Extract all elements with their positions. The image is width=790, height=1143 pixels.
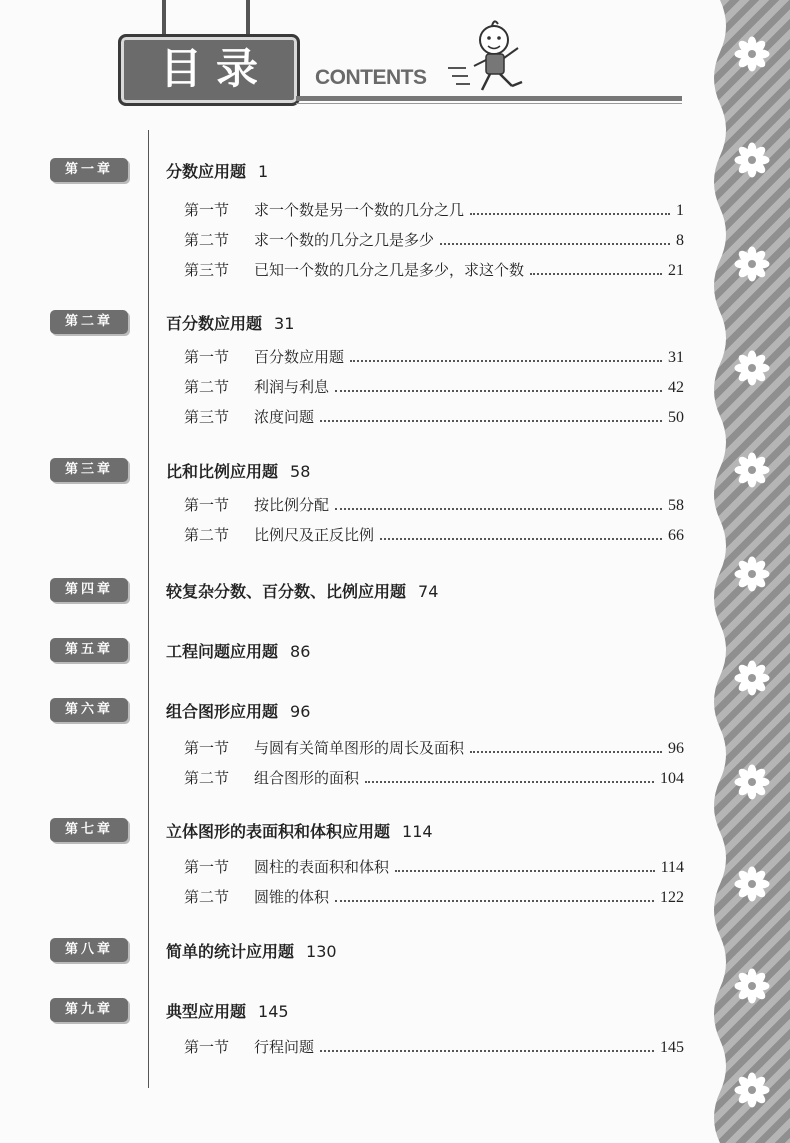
dot-leader [335,508,662,510]
chapter-page-number: 145 [258,1002,289,1021]
flower-icon [734,142,770,178]
dot-leader [470,751,662,753]
section-number: 第三节 [184,261,230,279]
flower-icon [734,866,770,902]
section-entry[interactable] [184,853,684,877]
flower-icon [734,556,770,592]
section-entry[interactable] [184,403,684,427]
chapter-title: 比和比例应用题 [166,462,279,481]
chapter-title: 工程问题应用题 [166,642,279,661]
dot-leader [320,420,662,422]
chapter-entry[interactable] [166,939,337,962]
chapter-entry[interactable] [166,159,268,182]
flower-icon [734,36,770,72]
chapter-badge: 第三章 [50,458,128,482]
section-title: 圆柱的表面积和体积 [254,858,390,876]
section-title: 百分数应用题 [254,348,345,366]
section-entry[interactable] [184,226,684,250]
dot-leader [470,213,670,215]
chapter-page-number: 1 [258,162,269,181]
section-page-number: 96 [668,740,684,757]
chapter-entry[interactable] [166,579,438,602]
section-title: 按比例分配 [254,496,330,514]
toc-divider-line [148,130,149,1088]
chapter-title: 立体图形的表面积和体积应用题 [166,822,391,841]
section-number: 第二节 [184,231,230,249]
section-entry[interactable] [184,1033,684,1057]
section-entry[interactable] [184,764,684,788]
section-page-number: 145 [660,1039,684,1056]
dot-leader [395,870,655,872]
flower-icon [734,452,770,488]
dot-leader [380,538,662,540]
flower-icon [734,968,770,1004]
section-number: 第二节 [184,526,230,544]
section-entry[interactable] [184,734,684,758]
section-title: 已知一个数的几分之几是多少，求这个数 [254,261,525,279]
chapter-title: 百分数应用题 [166,314,263,333]
section-entry[interactable] [184,491,684,515]
flower-icon [734,1072,770,1108]
contents-label: CONTENTS [315,66,427,89]
section-title: 与圆有关简单图形的周长及面积 [254,739,465,757]
section-title: 求一个数的几分之几是多少 [254,231,435,249]
chapter-badge: 第四章 [50,578,128,602]
section-page-number: 21 [668,262,684,279]
dot-leader [530,273,662,275]
chapter-badge: 第六章 [50,698,128,722]
chapter-page-number: 74 [418,582,439,601]
chapter-badge: 第八章 [50,938,128,962]
dot-leader [335,900,654,902]
chapter-entry[interactable] [166,311,294,334]
chapter-title: 简单的统计应用题 [166,942,295,961]
dot-leader [335,390,662,392]
section-number: 第一节 [184,348,230,366]
chapter-page-number: 96 [290,702,311,721]
section-page-number: 42 [668,379,684,396]
chapter-entry[interactable] [166,999,289,1022]
section-page-number: 31 [668,349,684,366]
chapter-page-number: 86 [290,642,311,661]
section-number: 第一节 [184,496,230,514]
flower-icon [734,350,770,386]
section-number: 第一节 [184,858,230,876]
section-entry[interactable] [184,521,684,545]
section-number: 第二节 [184,378,230,396]
section-number: 第一节 [184,201,230,219]
section-number: 第一节 [184,739,230,757]
section-page-number: 122 [660,889,684,906]
section-entry[interactable] [184,196,684,220]
section-title: 圆锥的体积 [254,888,330,906]
section-page-number: 104 [660,770,684,787]
header-rule-thin [296,103,682,104]
dot-leader [320,1050,654,1052]
chapter-badge: 第七章 [50,818,128,842]
section-title: 比例尺及正反比例 [254,526,375,544]
wavy-border-edge [698,0,738,1143]
chapter-entry[interactable] [166,639,310,662]
section-title: 浓度问题 [254,408,315,426]
chapter-entry[interactable] [166,459,310,482]
section-number: 第一节 [184,1038,230,1056]
chapter-title: 典型应用题 [166,1002,247,1021]
dot-leader [365,781,654,783]
section-page-number: 8 [676,232,684,249]
section-entry[interactable] [184,343,684,367]
flower-icon [734,246,770,282]
section-entry[interactable] [184,256,684,280]
flower-icon [734,660,770,696]
chapter-page-number: 130 [306,942,337,961]
page-title: 目录 [159,44,272,93]
section-page-number: 58 [668,497,684,514]
chapter-page-number: 58 [290,462,311,481]
flower-icon [734,764,770,800]
chapter-page-number: 31 [274,314,295,333]
dot-leader [350,360,662,362]
section-number: 第三节 [184,408,230,426]
dot-leader [440,243,670,245]
chapter-badge: 第二章 [50,310,128,334]
chapter-badge: 第九章 [50,998,128,1022]
running-kid-illustration [448,16,538,100]
chapter-badge: 第一章 [50,158,128,182]
section-page-number: 1 [676,202,684,219]
section-page-number: 50 [668,409,684,426]
chapter-title: 较复杂分数、百分数、比例应用题 [166,582,407,601]
section-page-number: 114 [660,859,684,876]
title-sign [118,34,300,106]
chapter-title: 分数应用题 [166,162,247,181]
chapter-badge: 第五章 [50,638,128,662]
section-title: 行程问题 [254,1038,315,1056]
section-entry[interactable] [184,883,684,907]
section-number: 第二节 [184,769,230,787]
section-number: 第二节 [184,888,230,906]
section-title: 求一个数是另一个数的几分之几 [254,201,465,219]
section-page-number: 66 [668,527,684,544]
section-title: 利润与利息 [254,378,330,396]
section-entry[interactable] [184,373,684,397]
chapter-title: 组合图形应用题 [166,702,279,721]
chapter-entry[interactable] [166,699,310,722]
section-title: 组合图形的面积 [254,769,360,787]
chapter-page-number: 114 [402,822,433,841]
chapter-entry[interactable] [166,819,433,842]
